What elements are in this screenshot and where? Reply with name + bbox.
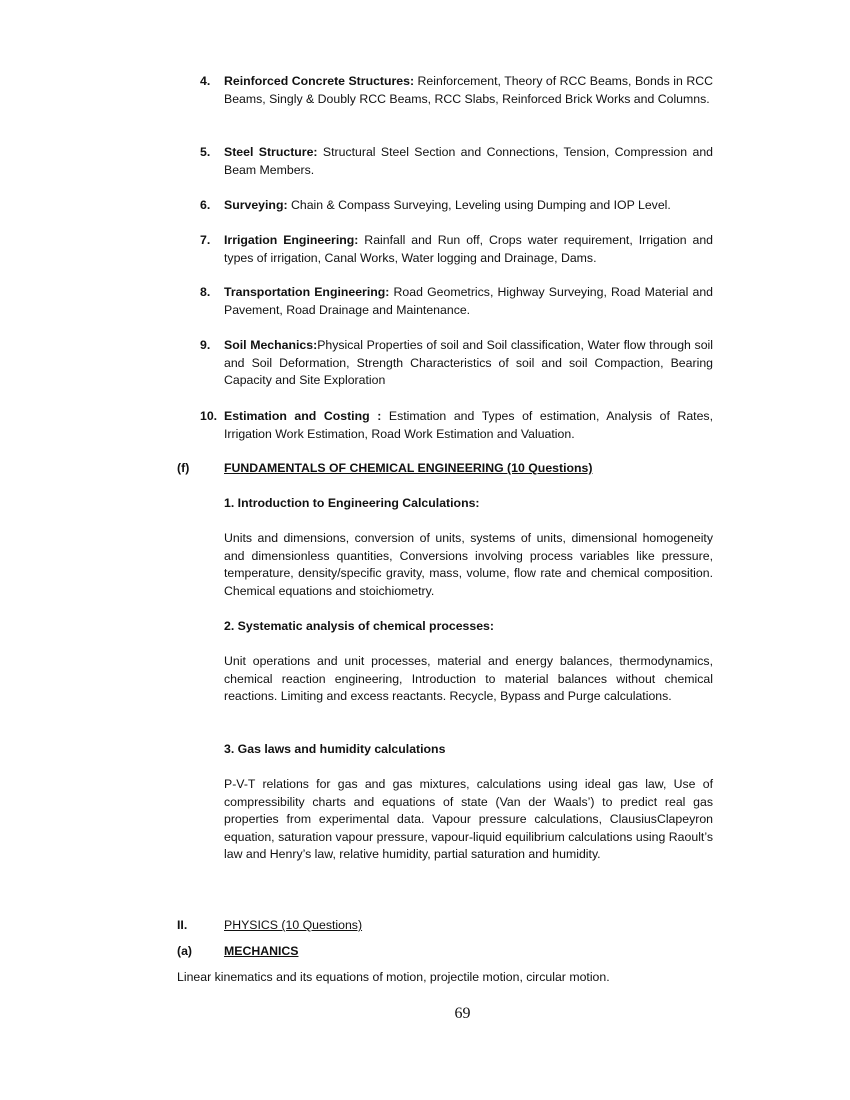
subsection-heading: MECHANICS <box>224 944 299 958</box>
subsection-title: 1. Introduction to Engineering Calculations: <box>224 496 480 510</box>
topic-number: 9. <box>200 338 211 352</box>
topic-text <box>224 197 713 215</box>
topic-title: Soil Mechanics: <box>224 338 318 352</box>
topic-title: Reinforced Concrete Structures: <box>224 74 415 88</box>
topic-text <box>224 144 713 179</box>
subsection-body: P-V-T relations for gas and gas mixtures, calculations using ideal gas law, Use of compressibility charts and equations of state (Van der Waals’) to predict real gas properties from experimental data. Vapour pressure calculations, ClausiusClapeyron equation, saturation vapour pressure, vapour-liquid equilibrium calculations using Raoult’s law and Henry’s law, relative humidity, partial saturation and humidity. <box>224 777 713 862</box>
subsection-title: 2. Systematic analysis of chemical processes: <box>224 619 494 633</box>
subsection-body: Units and dimensions, conversion of units, systems of units, dimensional homogeneity and dimensionless quantities, Conversions involving process variables like pressure, temperature, density/specific gravity, mass, volume, flow rate and chemical composition. Chemical equations and stoichiometry. <box>224 531 713 598</box>
section-label: (f) <box>177 461 190 475</box>
topic-item <box>200 73 713 108</box>
topic-item <box>200 197 713 215</box>
topic-text <box>224 232 713 267</box>
topic-item <box>200 337 713 390</box>
topic-text <box>224 73 713 108</box>
topic-description: Chain & Compass Surveying, Leveling using Dumping and IOP Level. <box>287 198 671 212</box>
topic-item <box>200 284 713 319</box>
topic-text <box>224 284 713 319</box>
topic-description: Road Geometrics, Highway Surveying, Road Material and Pavement, Road Drainage and Maintenance. <box>224 285 713 317</box>
subsection-title: 3. Gas laws and humidity calculations <box>224 742 446 756</box>
topic-number: 8. <box>200 285 211 299</box>
subsection-label: (a) <box>177 944 193 958</box>
topic-title: Irrigation Engineering: <box>224 233 359 247</box>
topic-number: 5. <box>200 145 211 159</box>
topic-title: Surveying: <box>224 198 288 212</box>
topic-number: 7. <box>200 233 211 247</box>
topic-description: Physical Properties of soil and Soil classification, Water flow through soil and Soil Deformation, Strength Characteristics of soil and soil Compaction, Bearing Capacity and Site Exploration <box>224 338 714 388</box>
page-number: 69 <box>454 1005 471 1022</box>
topic-description: Estimation and Types of estimation, Analysis of Rates, Irrigation Work Estimation, Road Work Estimation and Valuation. <box>224 409 713 441</box>
topic-description: Structural Steel Section and Connections, Tension, Compression and Beam Members. <box>224 145 713 177</box>
topic-number: 4. <box>200 74 211 88</box>
section-heading: FUNDAMENTALS OF CHEMICAL ENGINEERING (10 Questions) <box>224 461 593 475</box>
topic-description: Reinforcement, Theory of RCC Beams, Bonds in RCC Beams, Singly & Doubly RCC Beams, RCC Slabs, Reinforced Brick Works and Columns. <box>224 74 713 106</box>
physics-body: Linear kinematics and its equations of motion, projectile motion, circular motion. <box>177 970 610 984</box>
topic-title: Transportation Engineering: <box>224 285 390 299</box>
topic-title: Steel Structure: <box>224 145 318 159</box>
subsection-body: Unit operations and unit processes, material and energy balances, thermodynamics, chemical reaction engineering, Introduction to material balances without chemical reactions. Limiting and excess reactants. Recycle, Bypass and Purge calculations. <box>224 654 713 704</box>
topic-item <box>200 144 713 179</box>
topic-text <box>224 337 713 390</box>
topic-item <box>200 408 713 443</box>
topic-item <box>200 232 713 267</box>
topic-number: 10. <box>200 409 218 423</box>
section-label: II. <box>177 918 188 932</box>
topic-description: Rainfall and Run off, Crops water requirement, Irrigation and types of irrigation, Canal Works, Water logging and Drainage, Dams. <box>224 233 713 265</box>
topic-number: 6. <box>200 198 211 212</box>
topic-title: Estimation and Costing : <box>224 409 382 423</box>
topic-text <box>224 408 713 443</box>
section-heading: PHYSICS (10 Questions) <box>224 918 363 932</box>
